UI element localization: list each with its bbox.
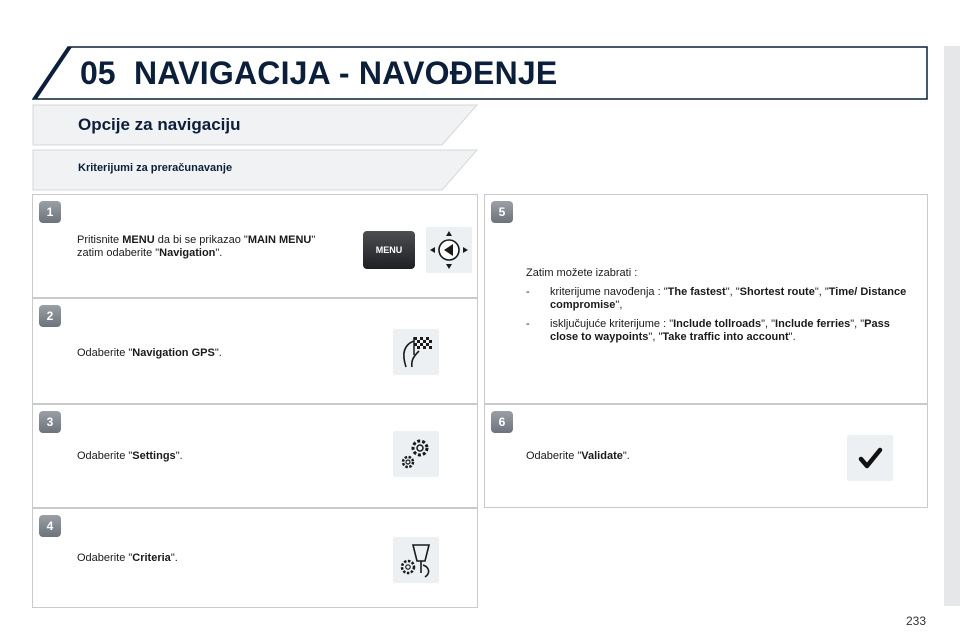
- page-number: 233: [906, 614, 927, 628]
- step-number-badge: 4: [39, 515, 61, 537]
- step-2-box: [32, 298, 478, 404]
- step-3-box: [32, 404, 478, 508]
- chapter-number: 05: [80, 55, 116, 91]
- step-1-box: [32, 194, 478, 298]
- settings-gears-icon: [393, 431, 439, 477]
- step-1-text: Pritisnite MENU da bi se prikazao "MAIN MENU" zatim odaberite "Navigation".: [77, 234, 316, 259]
- step-3-text: Odaberite "Settings".: [77, 450, 183, 462]
- joystick-icon: [426, 227, 472, 273]
- step-number-badge: 5: [491, 201, 513, 223]
- criteria-icon: [393, 537, 439, 583]
- page-side-strip: [944, 46, 960, 606]
- list-item: - kriterijume navođenja : "The fastest", "Shortest route", "Time/ Distance compromise",: [526, 286, 907, 311]
- navigation-flag-icon: [393, 329, 439, 375]
- chapter-title: NAVIGACIJA - NAVOĐENJE: [134, 55, 558, 91]
- step-4-box: [32, 508, 478, 608]
- section-title: Opcije za navigaciju: [78, 115, 241, 134]
- step-6-box: [484, 404, 928, 508]
- step-5-intro: Zatim možete izabrati :: [526, 267, 638, 279]
- step-5-box: [484, 194, 928, 404]
- step-number-badge: 6: [491, 411, 513, 433]
- step-number-badge: 1: [39, 201, 61, 223]
- chapter-header: [32, 46, 928, 100]
- step-6-text: Odaberite "Validate".: [526, 450, 630, 462]
- step-number-badge: 2: [39, 305, 61, 327]
- step-5-text: [526, 267, 918, 344]
- subsection-title: Kriterijumi za preračunavanje: [78, 162, 233, 174]
- list-item: - isključujuće kriterijume : "Include tollroads", "Include ferries", "Pass close to waypoints", "Take traffic into account".: [526, 318, 890, 343]
- step-number-badge: 3: [39, 411, 61, 433]
- menu-button[interactable]: MENU: [363, 231, 415, 269]
- subsection-title-band: [32, 149, 478, 191]
- step-2-text: Odaberite "Navigation GPS".: [77, 347, 222, 359]
- checkmark-icon: [847, 435, 893, 481]
- section-title-band: [32, 104, 478, 146]
- step-4-text: Odaberite "Criteria".: [77, 552, 178, 564]
